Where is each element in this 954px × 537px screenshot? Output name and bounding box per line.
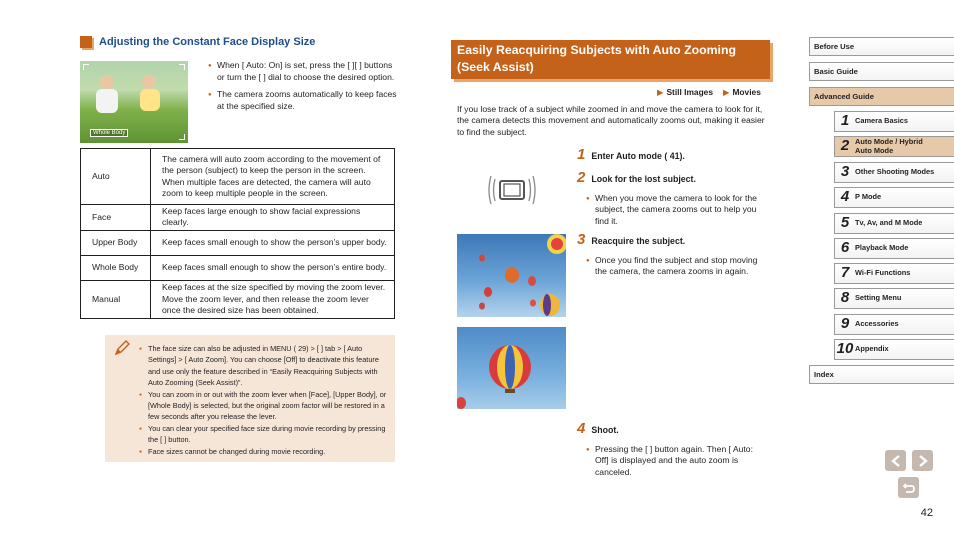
chapter-label: Auto Mode / Hybrid Auto Mode bbox=[855, 137, 923, 155]
chapter-number: 2 bbox=[840, 137, 850, 155]
table-value: Keep faces small enough to show the person’s upper body. bbox=[151, 230, 395, 255]
balloon-zoomed-photo bbox=[457, 327, 566, 409]
table-key: Manual bbox=[81, 280, 151, 318]
step-bullet: ● Pressing the [ ] button again. Then [ Auto: Off] is displayed and the auto zoom is canceled. bbox=[586, 444, 767, 478]
return-button[interactable] bbox=[898, 477, 919, 498]
table-key: Auto bbox=[81, 149, 151, 205]
chapter-label: Other Shooting Modes bbox=[855, 167, 935, 177]
next-page-button[interactable] bbox=[912, 450, 933, 471]
step-number: 1 bbox=[577, 146, 586, 163]
chapter-label: P Mode bbox=[855, 192, 882, 202]
note-item: ● You can clear your specified face size during movie recording by pressing the [ ] button. bbox=[139, 423, 389, 446]
section-title: Adjusting the Constant Face Display Size bbox=[99, 36, 316, 48]
nav-chapter-3[interactable] bbox=[834, 162, 954, 183]
table-row bbox=[81, 149, 395, 205]
step-title: Reacquire the subject. bbox=[591, 236, 686, 246]
section-heading bbox=[80, 36, 315, 48]
step-3 bbox=[577, 231, 767, 278]
children-running-photo bbox=[80, 61, 188, 143]
nav-chapter-7[interactable] bbox=[834, 263, 954, 284]
chapter-number: 3 bbox=[840, 163, 850, 181]
nav-chapter-6[interactable] bbox=[834, 238, 954, 259]
mode-tag-movies: ▶ Movies bbox=[723, 87, 761, 97]
step-2 bbox=[577, 169, 767, 227]
nav-basic-guide[interactable]: Basic Guide bbox=[809, 62, 954, 81]
step-1 bbox=[577, 146, 767, 163]
step-title: Enter Auto mode ( 41). bbox=[591, 151, 685, 161]
step-number: 4 bbox=[577, 420, 586, 437]
prev-page-button[interactable] bbox=[885, 450, 906, 471]
nav-before-use[interactable]: Before Use bbox=[809, 37, 954, 56]
chapter-number: 8 bbox=[840, 289, 850, 307]
chapter-label: Accessories bbox=[855, 319, 899, 329]
table-key: Face bbox=[81, 205, 151, 231]
face-size-table bbox=[80, 148, 395, 319]
nav-index[interactable]: Index bbox=[809, 365, 954, 384]
nav-chapter-5[interactable] bbox=[834, 213, 954, 234]
chapter-label: Playback Mode bbox=[855, 243, 909, 253]
mode-tag-still: ▶ Still Images bbox=[657, 87, 713, 97]
step-number: 3 bbox=[577, 231, 586, 248]
table-key: Whole Body bbox=[81, 255, 151, 280]
return-icon bbox=[902, 482, 916, 494]
chapter-number: 9 bbox=[840, 315, 850, 333]
chapter-number: 4 bbox=[840, 188, 850, 206]
chapter-number: 7 bbox=[840, 264, 850, 282]
table-row bbox=[81, 230, 395, 255]
table-value: The camera will auto zoom according to the movement of the person (subject) to keep the person in the screen. When multiple faces are detected, the camera will auto zoom to keep multiple people in the screen. bbox=[151, 149, 395, 205]
bullet-item: ● The camera zooms automatically to keep faces at the specified size. bbox=[208, 89, 398, 112]
face-size-bullets bbox=[208, 60, 398, 112]
note-item: ● You can zoom in or out with the zoom lever when [Face], [Upper Body], or [Whole Body] is selected, but the original zoom factor will be restored in a few seconds after you release the lever. bbox=[139, 389, 389, 423]
note-box bbox=[105, 335, 395, 462]
chapter-label: Appendix bbox=[855, 344, 889, 354]
section-marker-icon bbox=[80, 36, 92, 48]
chapter-number: 5 bbox=[840, 214, 850, 232]
table-row bbox=[81, 205, 395, 231]
nav-chapter-8[interactable] bbox=[834, 288, 954, 309]
step-title: Look for the lost subject. bbox=[591, 174, 696, 184]
whole-body-tag: Whole Body bbox=[90, 129, 128, 137]
page-title: Easily Reacquiring Subjects with Auto Zooming (Seek Assist) bbox=[451, 40, 770, 79]
table-row bbox=[81, 280, 395, 318]
seek-assist-icon bbox=[487, 172, 537, 208]
bullet-item: ● When [ Auto: On] is set, press the [ ][ ] buttons or turn the [ ] dial to choose the desired option. bbox=[208, 60, 398, 83]
step-bullet: ● Once you find the subject and stop moving the camera, the camera zooms in again. bbox=[586, 255, 767, 278]
nav-chapter-2[interactable] bbox=[834, 136, 954, 157]
page-number: 42 bbox=[920, 507, 933, 519]
nav-chapter-9[interactable] bbox=[834, 314, 954, 335]
arrow-right-icon bbox=[917, 455, 929, 467]
arrow-left-icon bbox=[890, 455, 902, 467]
nav-chapter-10[interactable] bbox=[834, 339, 954, 360]
chapter-label: Camera Basics bbox=[855, 116, 909, 126]
chapter-label: Setting Menu bbox=[855, 293, 902, 303]
chapter-number: 10 bbox=[836, 340, 854, 358]
chapter-label: Tv, Av, and M Mode bbox=[855, 218, 923, 228]
intro-text: If you lose track of a subject while zoomed in and move the camera to look for it, the camera detects this movement and automatically zooms out, making it easier to find the subject. bbox=[457, 104, 765, 137]
nav-chapter-4[interactable] bbox=[834, 187, 954, 208]
table-value: Keep faces at the size specified by moving the zoom lever. Move the zoom lever, and then release the zoom lever once the desired size has been obtained. bbox=[151, 280, 395, 318]
balloons-wide-photo bbox=[457, 234, 566, 317]
table-value: Keep faces small enough to show the person’s entire body. bbox=[151, 255, 395, 280]
mode-tags bbox=[657, 87, 761, 97]
table-key: Upper Body bbox=[81, 230, 151, 255]
table-row bbox=[81, 255, 395, 280]
chapter-number: 1 bbox=[840, 112, 850, 130]
pencil-icon bbox=[113, 339, 131, 357]
chapter-number: 6 bbox=[840, 239, 850, 257]
note-item: ● Face sizes cannot be changed during movie recording. bbox=[139, 446, 389, 457]
step-number: 2 bbox=[577, 169, 586, 186]
nav-advanced-guide[interactable]: Advanced Guide bbox=[809, 87, 954, 106]
step-title: Shoot. bbox=[591, 425, 619, 435]
step-4 bbox=[577, 420, 767, 478]
table-value: Keep faces large enough to show facial expressions clearly. bbox=[151, 205, 395, 231]
nav-chapter-1[interactable] bbox=[834, 111, 954, 132]
chapter-label: Wi-Fi Functions bbox=[855, 268, 911, 278]
step-bullet: ● When you move the camera to look for the subject, the camera zooms out to help you find it. bbox=[586, 193, 767, 227]
note-item: ● The face size can also be adjusted in MENU ( 29) > [ ] tab > [ Auto Settings] > [ Auto Zoom]. You can choose [Off] to deactivate this feature and use only the feature described in “Easily Reacquiring Subjects with Auto Zooming (Seek Assist)”. bbox=[139, 343, 389, 389]
